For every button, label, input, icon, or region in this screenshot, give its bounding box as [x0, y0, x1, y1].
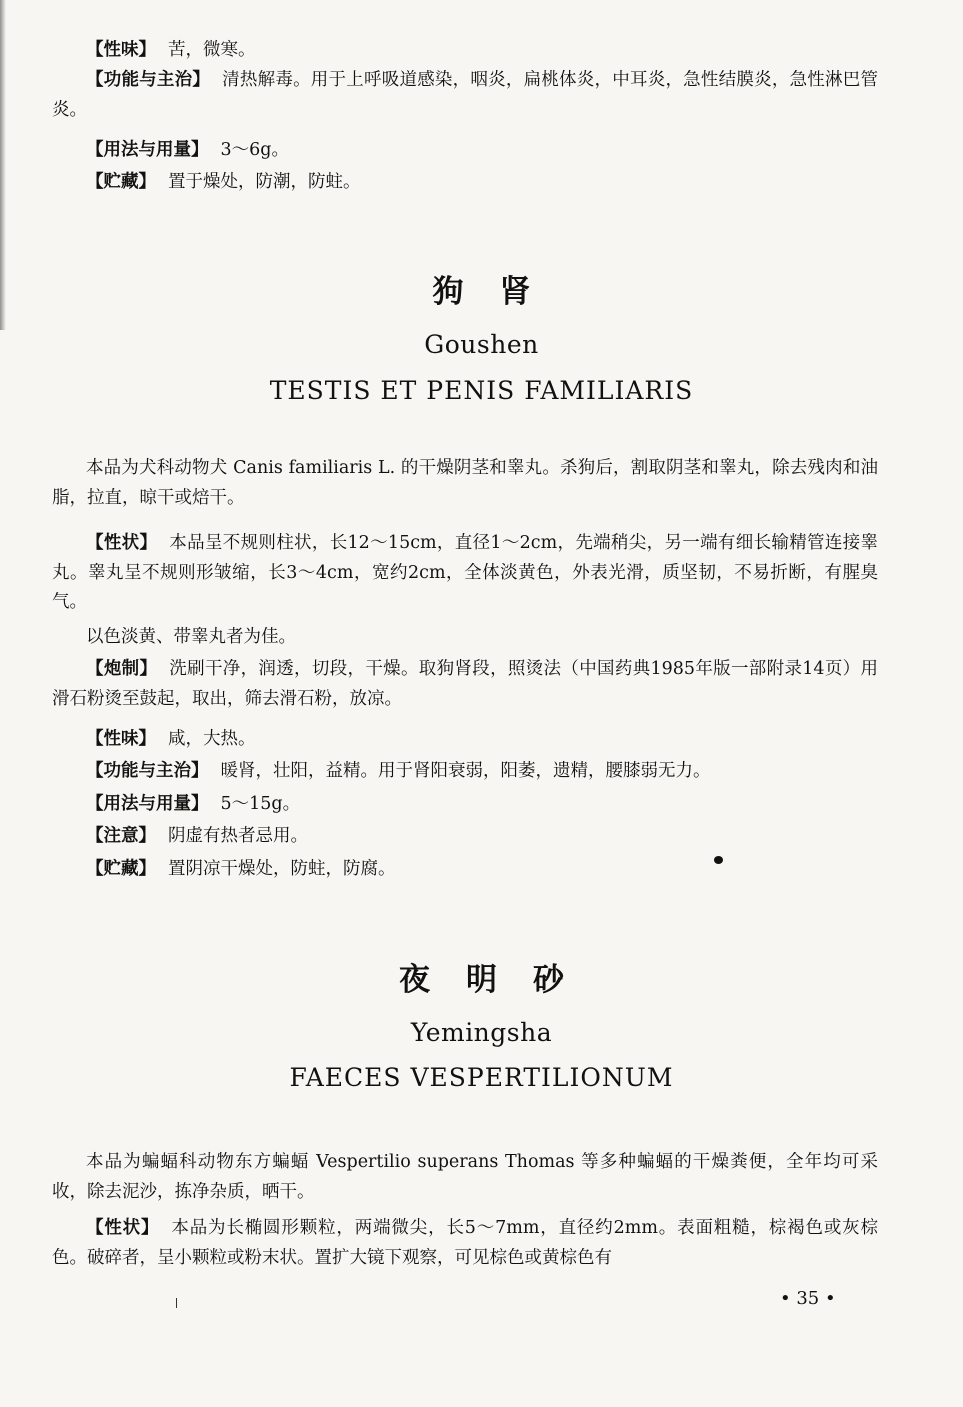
text-paozhi: 洗刷干净，润透，切段，干燥。取狗肾段，照烫法（中国药典1985年版一部附录14页）用滑石粉烫至鼓起，取出，筛去滑石粉，放凉。: [52, 659, 878, 709]
label-zhucang: 【贮藏】: [86, 859, 156, 879]
page-number: • 35 •: [780, 1288, 836, 1309]
label-zhuyi: 【注意】: [86, 826, 156, 846]
text-gongneng: 暖肾，壮阳，益精。用于肾阳衰弱，阳萎，遗精，腰膝弱无力。: [220, 761, 711, 781]
text-zhucang: 置于燥处，防潮，防蛀。: [168, 172, 361, 192]
entry-pinyin-goushen: Goushen: [424, 330, 539, 359]
top-xingwei: [52, 36, 878, 66]
text-xingwei: 苦，微寒。: [168, 40, 256, 60]
label-paozhi: 【炮制】: [86, 659, 158, 679]
goushen-xingwei: [52, 725, 878, 755]
text-xingzhuang: 本品呈不规则柱状，长12～15cm，直径1～2cm，先端稍尖，另一端有细长输精管连接睾丸。睾丸呈不规则形皱缩，长3～4cm，宽约2cm，全体淡黄色，外表光滑，质坚韧，不易折断，有腥臭气。: [52, 533, 879, 612]
yemingsha-intro: 本品为蝙蝠科动物东方蝙蝠 Vespertilio superans Thomas 等多种蝙蝠的干燥粪便，全年均可采收，除去泥沙，拣净杂质，晒干。: [52, 1152, 878, 1202]
top-zhucang: [52, 168, 878, 198]
text-gongneng: 清热解毒。用于上呼吸道感染，咽炎，扁桃体炎，中耳炎，急性结膜炎，急性淋巴管炎。: [52, 70, 879, 120]
label-xingwei: 【性味】: [86, 729, 156, 749]
goushen-zhuyi: [52, 822, 878, 852]
label-xingwei: 【性味】: [86, 40, 156, 60]
label-yongfa: 【用法与用量】: [86, 794, 209, 814]
top-yongfa: [52, 136, 878, 166]
goushen-quality: 以色淡黄、带睾丸者为佳。: [86, 627, 296, 647]
label-xingzhuang: 【性状】: [86, 533, 158, 553]
scan-mark: [176, 1298, 177, 1308]
text-yongfa: 5～15g。: [220, 794, 301, 814]
top-gongneng: [52, 66, 878, 125]
text-zhuyi: 阴虚有热者忌用。: [168, 826, 308, 846]
entry-latin-goushen: TESTIS ET PENIS FAMILIARIS: [269, 376, 694, 405]
label-gongneng: 【功能与主治】: [86, 761, 209, 781]
goushen-xingzhuang: [52, 529, 878, 618]
entry-pinyin-yemingsha: Yemingsha: [410, 1018, 553, 1047]
entry-title-yemingsha: 夜明砂: [399, 962, 600, 998]
text-xingzhuang: 本品为长椭圆形颗粒，两端微尖，长5～7mm，直径约2mm。表面粗糙，棕褐色或灰棕色。破碎者，呈小颗粒或粉末状。置扩大镜下观察，可见棕色或黄棕色有: [52, 1218, 878, 1268]
label-yongfa: 【用法与用量】: [86, 140, 209, 160]
yemingsha-xingzhuang: [52, 1214, 878, 1273]
text-yongfa: 3～6g。: [220, 140, 289, 160]
goushen-gongneng: [52, 757, 878, 787]
goushen-zhucang: [52, 855, 878, 885]
label-xingzhuang: 【性状】: [86, 1218, 160, 1238]
text-xingwei: 咸，大热。: [168, 729, 256, 749]
goushen-yongfa: [52, 790, 878, 820]
goushen-intro: 本品为犬科动物犬 Canis familiaris L. 的干燥阴茎和睾丸。杀狗后，割取阴茎和睾丸，除去残肉和油脂，拉直，晾干或焙干。: [52, 458, 878, 508]
text-zhucang: 置阴凉干燥处，防蛀，防腐。: [168, 859, 396, 879]
entry-latin-yemingsha: FAECES VESPERTILIONUM: [289, 1063, 674, 1092]
ink-blot: [714, 856, 723, 864]
goushen-paozhi: [52, 655, 878, 714]
entry-title-goushen: 狗肾: [432, 274, 567, 310]
label-gongneng: 【功能与主治】: [86, 70, 211, 90]
label-zhucang: 【贮藏】: [86, 172, 156, 192]
